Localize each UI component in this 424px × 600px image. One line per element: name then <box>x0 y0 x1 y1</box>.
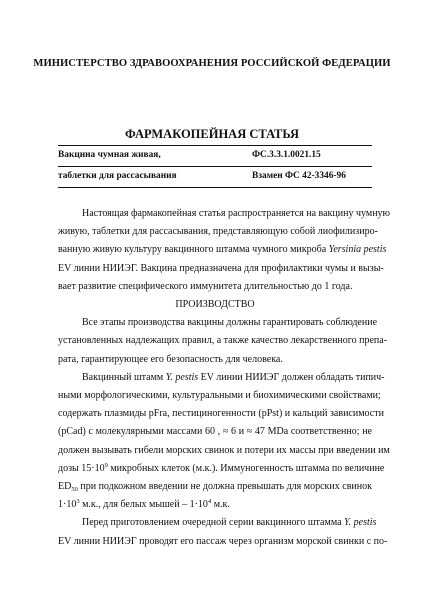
strain-text: 1·10 <box>58 499 77 511</box>
strain-text: ED <box>58 481 72 493</box>
strain-line: содержать плазмиды pFra, пестициногенности (pPst) и кальций зависимости <box>58 408 384 420</box>
header-rule-top <box>58 145 372 146</box>
species-name: Yersinia pestis <box>328 244 387 256</box>
strain-text: дозы 15·10 <box>58 462 105 474</box>
strain-line: (pCad) с молекулярными массами 60 , ≈ 6 и ≈ 47 MDa соответственно; не <box>58 426 372 438</box>
strain-line <box>58 460 385 478</box>
strain-line <box>58 496 372 514</box>
replaces-code: Взамен ФС 42-3346-96 <box>252 171 346 181</box>
strain-text: EV линии НИИЭГ должен обладать типич- <box>198 371 385 383</box>
passage-text: Перед приготовлением очередной серии вакцинного штамма <box>82 517 345 529</box>
header-rule-middle <box>58 166 372 167</box>
passage-line <box>58 514 377 532</box>
header-rule-bottom <box>58 187 372 188</box>
intro-line: EV линии НИИЭГ. Вакцина предназначена для профилактики чумы и вызы- <box>58 262 384 274</box>
species-name: Y. pestis <box>165 371 199 383</box>
document-body <box>58 205 391 551</box>
document-type-title: ФАРМАКОПЕЙНАЯ СТАТЬЯ <box>125 127 299 141</box>
ministry-heading: МИНИСТЕРСТВО ЗДРАВООХРАНЕНИЯ РОССИЙСКОЙ ФЕДЕРАЦИИ <box>33 58 391 69</box>
strain-line <box>58 478 372 496</box>
production-line: рата, гарантирующее его безопасность для человека. <box>58 353 283 365</box>
intro-line <box>58 241 387 259</box>
strain-text: м.к. <box>211 499 230 511</box>
strain-line: должен вызывать гибели морских свинок и потери их массы при введении им <box>58 444 390 456</box>
vaccine-name-line-2: таблетки для рассасывания <box>58 171 177 181</box>
intro-line: вает развитие специфического иммунитета длительностью до 1 года. <box>58 280 353 292</box>
strain-text: Вакцинный штамм <box>82 371 166 383</box>
section-heading-production: ПРОИЗВОДСТВО <box>175 299 255 311</box>
exponent: 9 <box>104 461 108 469</box>
strain-line: ными морфологическими, культуральными и биохимическими свойствами; <box>58 390 381 402</box>
strain-text: при подкожном введении не должна превышать для морских свинок <box>77 481 372 493</box>
exponent: 4 <box>207 498 212 506</box>
production-line: установленных надлежащих правил, а также качество лекарственного препа- <box>58 335 388 347</box>
pharmacopoeia-code: ФС.3.3.1.0021.15 <box>252 150 321 160</box>
vaccine-name-line-1: Вакцина чумная живая, <box>58 150 161 160</box>
strain-line <box>58 369 385 387</box>
subscript: 50 <box>71 486 78 494</box>
exponent: 3 <box>76 498 80 506</box>
strain-text: микробных клеток (м.к.). Иммуногенность штамма по величине <box>107 462 385 474</box>
species-name: Y. pestis <box>344 517 377 529</box>
passage-line: EV линии НИИЭГ проводят его пассаж через организм морской свинки с по- <box>58 535 388 547</box>
intro-text: ванную живую культуру вакцинного штамма чумного микроба <box>58 244 329 256</box>
intro-line: живую, таблетки для рассасывания, представляющую собой лиофилизиро- <box>58 226 378 238</box>
intro-line: Настоящая фармакопейная статья распространяется на вакцину чумную <box>82 208 391 219</box>
strain-text: м.к., для белых мышей – 1·10 <box>79 499 208 511</box>
production-line: Все этапы производства вакцины должны гарантировать соблюдение <box>82 317 378 329</box>
